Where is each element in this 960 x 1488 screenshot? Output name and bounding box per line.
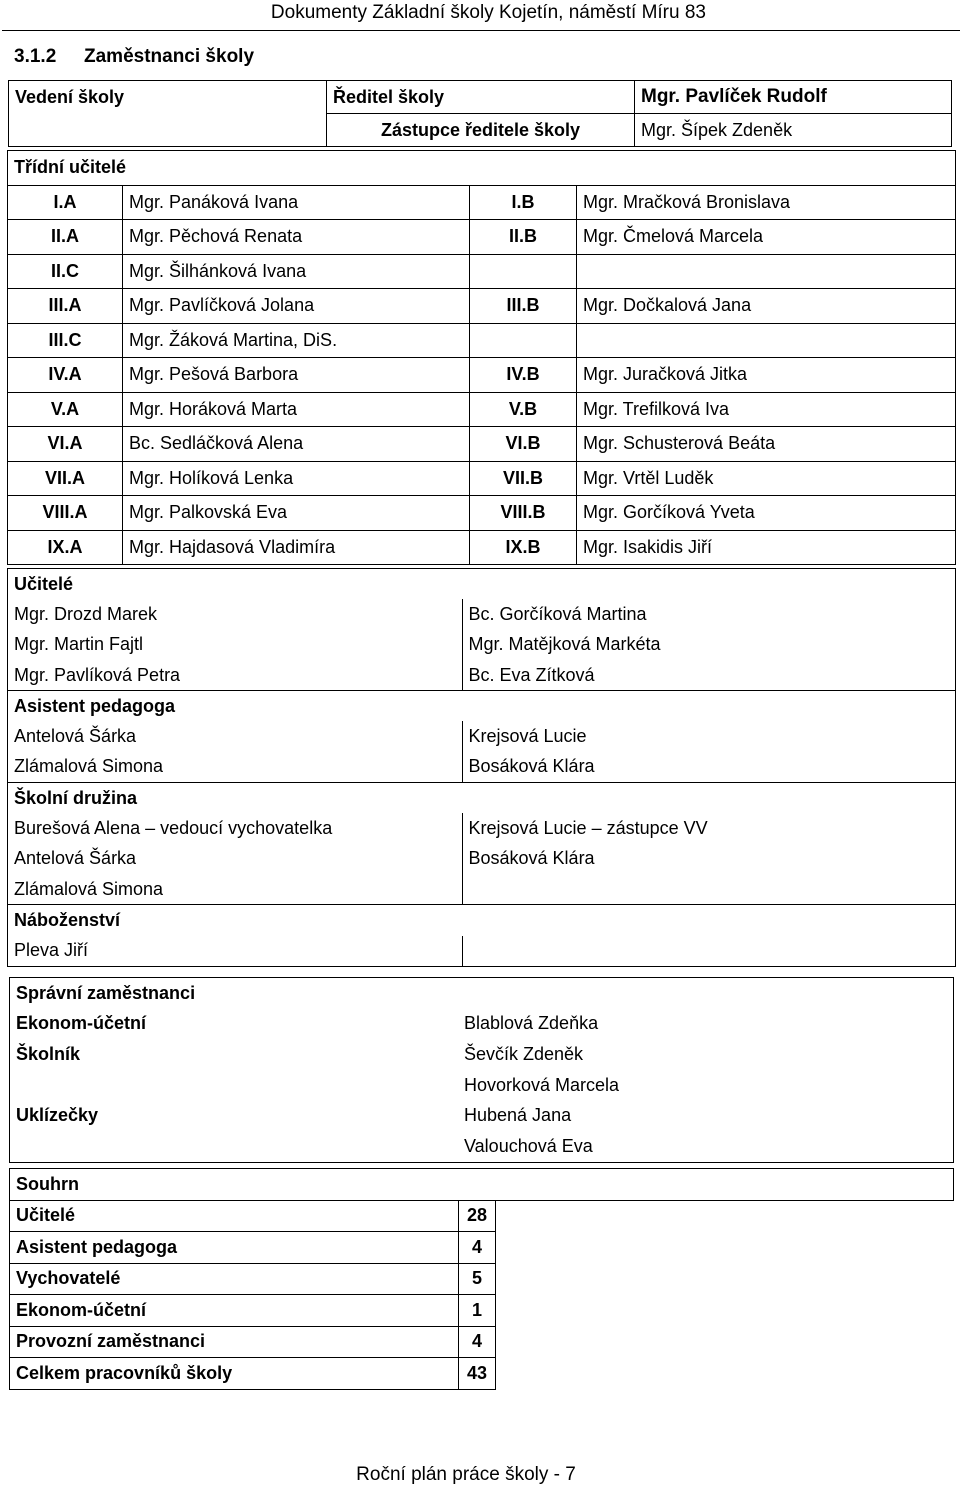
class-label: V.B [470, 392, 577, 427]
after-school-heading: Školní družina [8, 783, 463, 814]
class-teacher-name: Mgr. Palkovská Eva [123, 496, 470, 531]
header-title: Dokumenty Základní školy Kojetín, náměstí Míru 83 [270, 2, 706, 23]
class-teacher-name: Mgr. Gorčíková Yveta [577, 496, 956, 531]
director-name: Mgr. Pavlíček Rudolf [635, 81, 952, 114]
class-label: VII.B [470, 461, 577, 496]
staff-name: Pleva Jiří [8, 936, 463, 967]
class-row [8, 496, 956, 531]
class-teachers-heading: Třídní učitelé [8, 151, 956, 186]
religion-heading: Náboženství [8, 905, 463, 936]
class-label: II.B [470, 220, 577, 255]
leadership-table [8, 80, 952, 147]
summary-table [9, 1168, 954, 1390]
cleaner-name: Hovorková Marcela [458, 1070, 954, 1101]
class-teacher-name: Mgr. Mračková Bronislava [577, 185, 956, 220]
staff-name: Mgr. Martin Fajtl [8, 630, 463, 660]
class-teacher-name: Mgr. Trefilková Iva [577, 392, 956, 427]
class-teacher-name [577, 254, 956, 289]
class-label: VIII.B [470, 496, 577, 531]
class-label [470, 323, 577, 358]
summary-row [10, 1295, 954, 1327]
summary-row [10, 1232, 954, 1264]
class-row [8, 185, 956, 220]
staff-groups-table [7, 568, 956, 967]
assistants-heading: Asistent pedagoga [8, 691, 463, 722]
summary-label: Provozní zaměstnanci [10, 1326, 459, 1358]
class-teacher-name: Mgr. Dočkalová Jana [577, 289, 956, 324]
class-label: VI.B [470, 427, 577, 462]
director-label: Ředitel školy [327, 81, 635, 114]
class-row [8, 461, 956, 496]
summary-label: Vychovatelé [10, 1263, 459, 1295]
class-label: V.A [8, 392, 123, 427]
class-row [8, 392, 956, 427]
summary-value: 43 [459, 1358, 496, 1390]
class-teacher-name: Mgr. Pavlíčková Jolana [123, 289, 470, 324]
class-label: II.A [8, 220, 123, 255]
staff-name: Mgr. Pavlíková Petra [8, 660, 463, 691]
class-label: I.A [8, 185, 123, 220]
cleaners-label: Uklízečky [10, 1070, 459, 1162]
janitor-label: Školník [10, 1039, 459, 1070]
teachers-heading: Učitelé [8, 569, 463, 600]
cleaner-name: Hubená Jana [458, 1100, 954, 1131]
class-label: VIII.A [8, 496, 123, 531]
class-teacher-name: Mgr. Panáková Ivana [123, 185, 470, 220]
class-label: IV.A [8, 358, 123, 393]
summary-row [10, 1326, 954, 1358]
class-teacher-name: Mgr. Čmelová Marcela [577, 220, 956, 255]
class-teacher-name: Mgr. Horáková Marta [123, 392, 470, 427]
class-row [8, 427, 956, 462]
class-teacher-name: Mgr. Pešová Barbora [123, 358, 470, 393]
summary-row [10, 1200, 954, 1232]
staff-name [462, 936, 956, 967]
class-label [470, 254, 577, 289]
summary-heading: Souhrn [10, 1169, 954, 1201]
section-title: Zaměstnanci školy [84, 46, 255, 67]
page-footer: Roční plán práce školy - 7 [356, 1464, 576, 1485]
staff-name: Burešová Alena – vedoucí vychovatelka [8, 813, 463, 843]
class-teacher-name [577, 323, 956, 358]
class-teacher-name: Mgr. Juračková Jitka [577, 358, 956, 393]
class-teacher-name: Bc. Sedláčková Alena [123, 427, 470, 462]
staff-name: Bosáková Klára [462, 752, 956, 783]
staff-name [462, 874, 956, 905]
cleaner-name: Valouchová Eva [458, 1131, 954, 1162]
class-row [8, 220, 956, 255]
class-row [8, 254, 956, 289]
class-teacher-name: Mgr. Vrtěl Luděk [577, 461, 956, 496]
class-teachers-table [7, 150, 956, 565]
staff-name: Bc. Eva Zítková [462, 660, 956, 691]
summary-label: Učitelé [10, 1200, 459, 1232]
class-label: IX.A [8, 530, 123, 565]
class-row [8, 289, 956, 324]
section-number: 3.1.2 [14, 46, 57, 67]
class-row [8, 358, 956, 393]
section-heading [14, 46, 254, 68]
staff-name: Krejsová Lucie [462, 721, 956, 751]
class-teacher-name: Mgr. Šilhánková Ivana [123, 254, 470, 289]
leadership-group-label: Vedení školy [9, 81, 327, 114]
deputy-name: Mgr. Šípek Zdeněk [635, 114, 952, 147]
summary-label: Asistent pedagoga [10, 1232, 459, 1264]
class-teacher-name: Mgr. Isakidis Jiří [577, 530, 956, 565]
class-label: II.C [8, 254, 123, 289]
admin-staff-heading: Správní zaměstnanci [10, 978, 459, 1009]
class-label: IX.B [470, 530, 577, 565]
staff-name: Zlámalová Simona [8, 752, 463, 783]
summary-row [10, 1358, 954, 1390]
summary-value: 4 [459, 1232, 496, 1264]
class-teacher-name: Mgr. Pěchová Renata [123, 220, 470, 255]
class-teacher-name: Mgr. Žáková Martina, DiS. [123, 323, 470, 358]
class-label: III.B [470, 289, 577, 324]
class-row [8, 323, 956, 358]
summary-value: 1 [459, 1295, 496, 1327]
page-header [2, 0, 960, 31]
staff-name: Bc. Gorčíková Martina [462, 599, 956, 629]
staff-name: Bosáková Klára [462, 844, 956, 874]
staff-name: Antelová Šárka [8, 844, 463, 874]
summary-value: 28 [459, 1200, 496, 1232]
deputy-label: Zástupce ředitele školy [327, 114, 635, 147]
class-label: I.B [470, 185, 577, 220]
staff-name: Krejsová Lucie – zástupce VV [462, 813, 956, 843]
economist-label: Ekonom-účetní [10, 1009, 459, 1040]
class-label: III.A [8, 289, 123, 324]
class-label: IV.B [470, 358, 577, 393]
staff-name: Antelová Šárka [8, 721, 463, 751]
summary-label: Ekonom-účetní [10, 1295, 459, 1327]
staff-name: Mgr. Matějková Markéta [462, 630, 956, 660]
class-label: VI.A [8, 427, 123, 462]
janitor-name: Ševčík Zdeněk [458, 1039, 954, 1070]
economist-name: Blablová Zdeňka [458, 1009, 954, 1040]
class-label: VII.A [8, 461, 123, 496]
class-teacher-name: Mgr. Holíková Lenka [123, 461, 470, 496]
leadership-empty-cell [9, 114, 327, 147]
staff-name: Zlámalová Simona [8, 874, 463, 905]
summary-value: 5 [459, 1263, 496, 1295]
class-row [8, 530, 956, 565]
class-teacher-name: Mgr. Schusterová Beáta [577, 427, 956, 462]
class-label: III.C [8, 323, 123, 358]
summary-row [10, 1263, 954, 1295]
summary-value: 4 [459, 1326, 496, 1358]
staff-name: Mgr. Drozd Marek [8, 599, 463, 629]
class-teacher-name: Mgr. Hajdasová Vladimíra [123, 530, 470, 565]
summary-label: Celkem pracovníků školy [10, 1358, 459, 1390]
admin-staff-table [9, 977, 954, 1163]
